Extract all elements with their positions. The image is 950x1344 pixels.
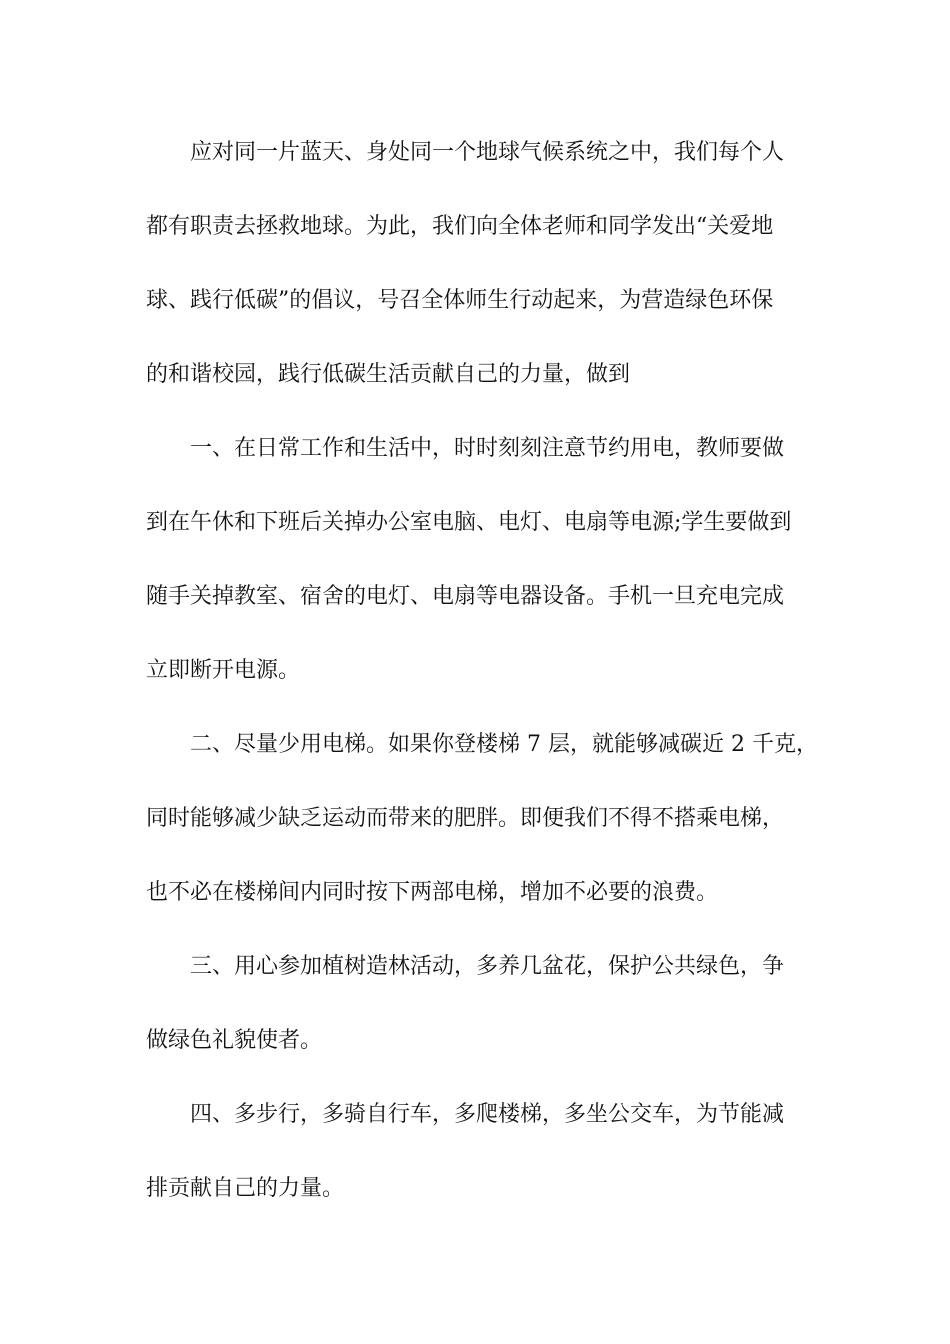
item-2-line-1: 二、尽量少用电梯。如果你登楼梯 7 层，就能够减碳近 2 千克， bbox=[190, 732, 818, 757]
item-1-line-2: 到在午休和下班后关掉办公室电脑、电灯、电扇等电源;学生要做到 bbox=[146, 510, 792, 535]
item-3-line-1: 三、用心参加植树造林活动，多养几盆花，保护公共绿色，争 bbox=[190, 954, 785, 979]
item-1-line-1: 一、在日常工作和生活中，时时刻刻注意节约用电，教师要做 bbox=[190, 436, 785, 461]
item-4-line-2: 排贡献自己的力量。 bbox=[146, 1176, 345, 1201]
item-2-line-3: 也不必在楼梯间内同时按下两部电梯，增加不必要的浪费。 bbox=[146, 880, 719, 905]
item-3-line-2: 做绿色礼貌使者。 bbox=[146, 1028, 323, 1053]
paragraph-intro-line-3: 球、践行低碳”的倡议，号召全体师生行动起来，为营造绿色环保 bbox=[146, 288, 774, 313]
item-1-line-4: 立即断开电源。 bbox=[146, 658, 301, 683]
item-2-line-2: 同时能够减少缺乏运动而带来的肥胖。即便我们不得不搭乘电梯， bbox=[146, 806, 785, 831]
item-4-line-1: 四、多步行，多骑自行车，多爬楼梯，多坐公交车，为节能减 bbox=[190, 1102, 785, 1127]
paragraph-intro-line-2: 都有职责去拯救地球。为此，我们向全体老师和同学发出“关爱地 bbox=[146, 214, 774, 239]
paragraph-intro-line-1: 应对同一片蓝天、身处同一个地球气候系统之中，我们每个人 bbox=[190, 140, 785, 165]
item-1-line-3: 随手关掉教室、宿舍的电灯、电扇等电器设备。手机一旦充电完成 bbox=[146, 584, 785, 609]
paragraph-intro-line-4: 的和谐校园，践行低碳生活贡献自己的力量，做到 bbox=[146, 362, 631, 387]
